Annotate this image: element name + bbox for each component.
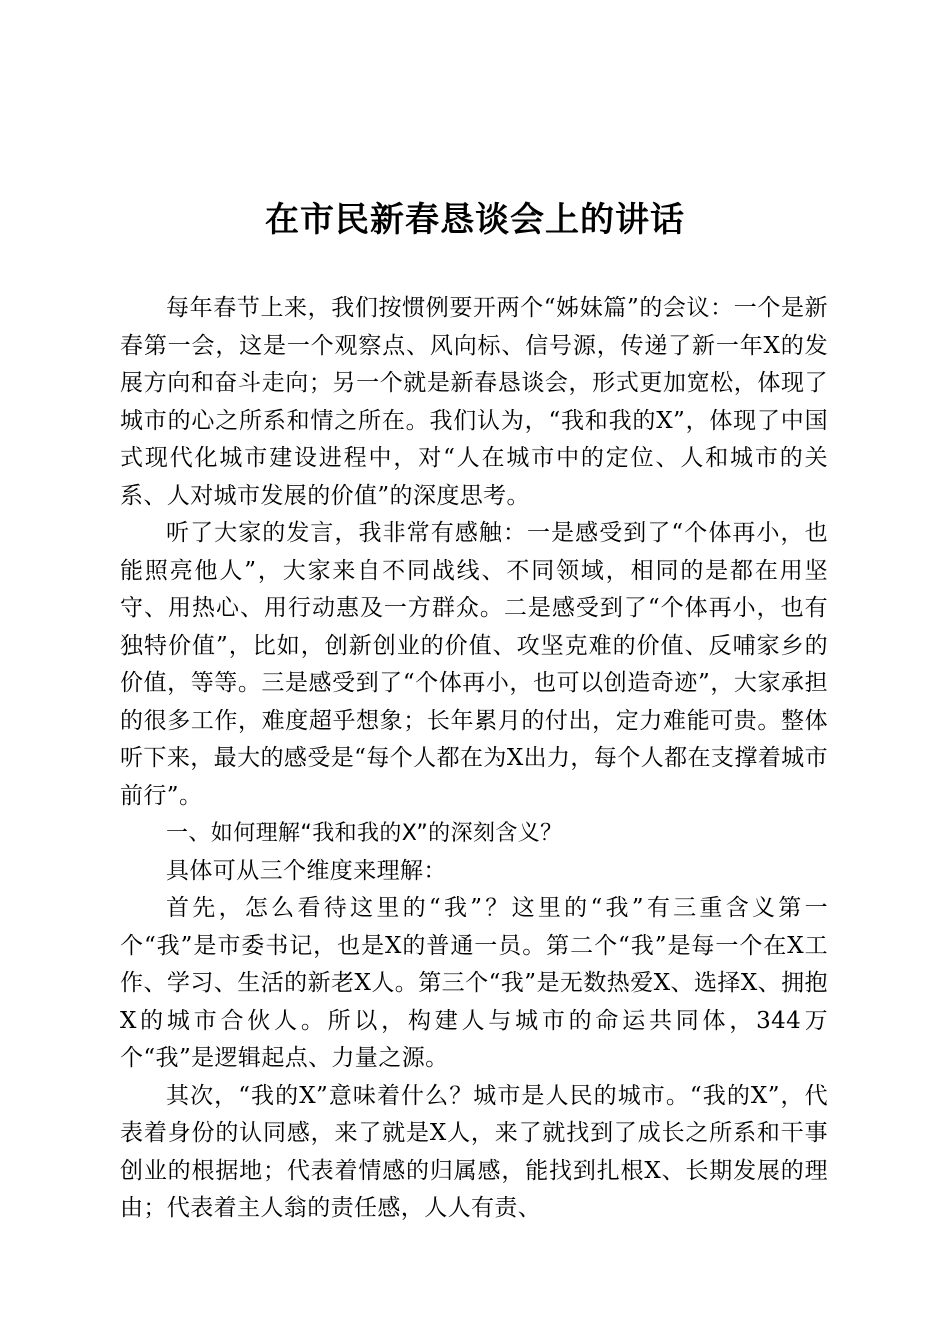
paragraph-first: 首先，怎么看待这里的“我”？这里的“我”有三重含义第一个“我”是市委书记，也是X的普通一员。第二个“我”是每一个在X工作、学习、生活的新老X人。第三个“我”是无数热爱X、选择X、拥抱X的城市合伙人。所以，构建人与城市的命运共同体，344万个“我”是逻辑起点、力量之源。 — [120, 895, 828, 1071]
paragraph-intro: 每年春节上来，我们按惯例要开两个“姊妹篇”的会议：一个是新春第一会，这是一个观察点、风向标、信号源，传递了新一年X的发展方向和奋斗走向；另一个就是新春恳谈会，形式更加宽松，体现了城市的心之所系和情之所在。我们认为，“我和我的X”，体现了中国式现代化城市建设进程中，对“人在城市中的定位、人和城市的关系、人对城市发展的价值”的深度思考。 — [120, 295, 828, 509]
document-title: 在市民新春恳谈会上的讲话 — [265, 200, 685, 240]
section-heading: 一、如何理解“我和我的X”的深刻含义？ — [166, 821, 563, 846]
paragraph-dimensions: 具体可从三个维度来理解： — [166, 857, 447, 884]
paragraph-second: 其次，“我的X”意味着什么？城市是人民的城市。“我的X”，代表着身份的认同感，来了就是X人，来了就找到了成长之所系和干事创业的根据地；代表着情感的归属感，能找到扎根X、长期发展的理由；代表着主人翁的责任感，人人有责、 — [120, 1082, 828, 1221]
paragraph-feelings: 听了大家的发言，我非常有感触：一是感受到了“个体再小，也能照亮他人”，大家来自不同战线、不同领域，相同的是都在用坚守、用热心、用行动惠及一方群众。二是感受到了“个体再小，也有独特价值”，比如，创新创业的价值、攻坚克难的价值、反哺家乡的价值，等等。三是感受到了“个体再小，也可以创造奇迹”，大家承担的很多工作，难度超乎想象；长年累月的付出，定力难能可贵。整体听下来，最大的感受是“每个人都在为X出力，每个人都在支撑着城市前行”。 — [120, 520, 828, 809]
document-body — [120, 290, 828, 1228]
